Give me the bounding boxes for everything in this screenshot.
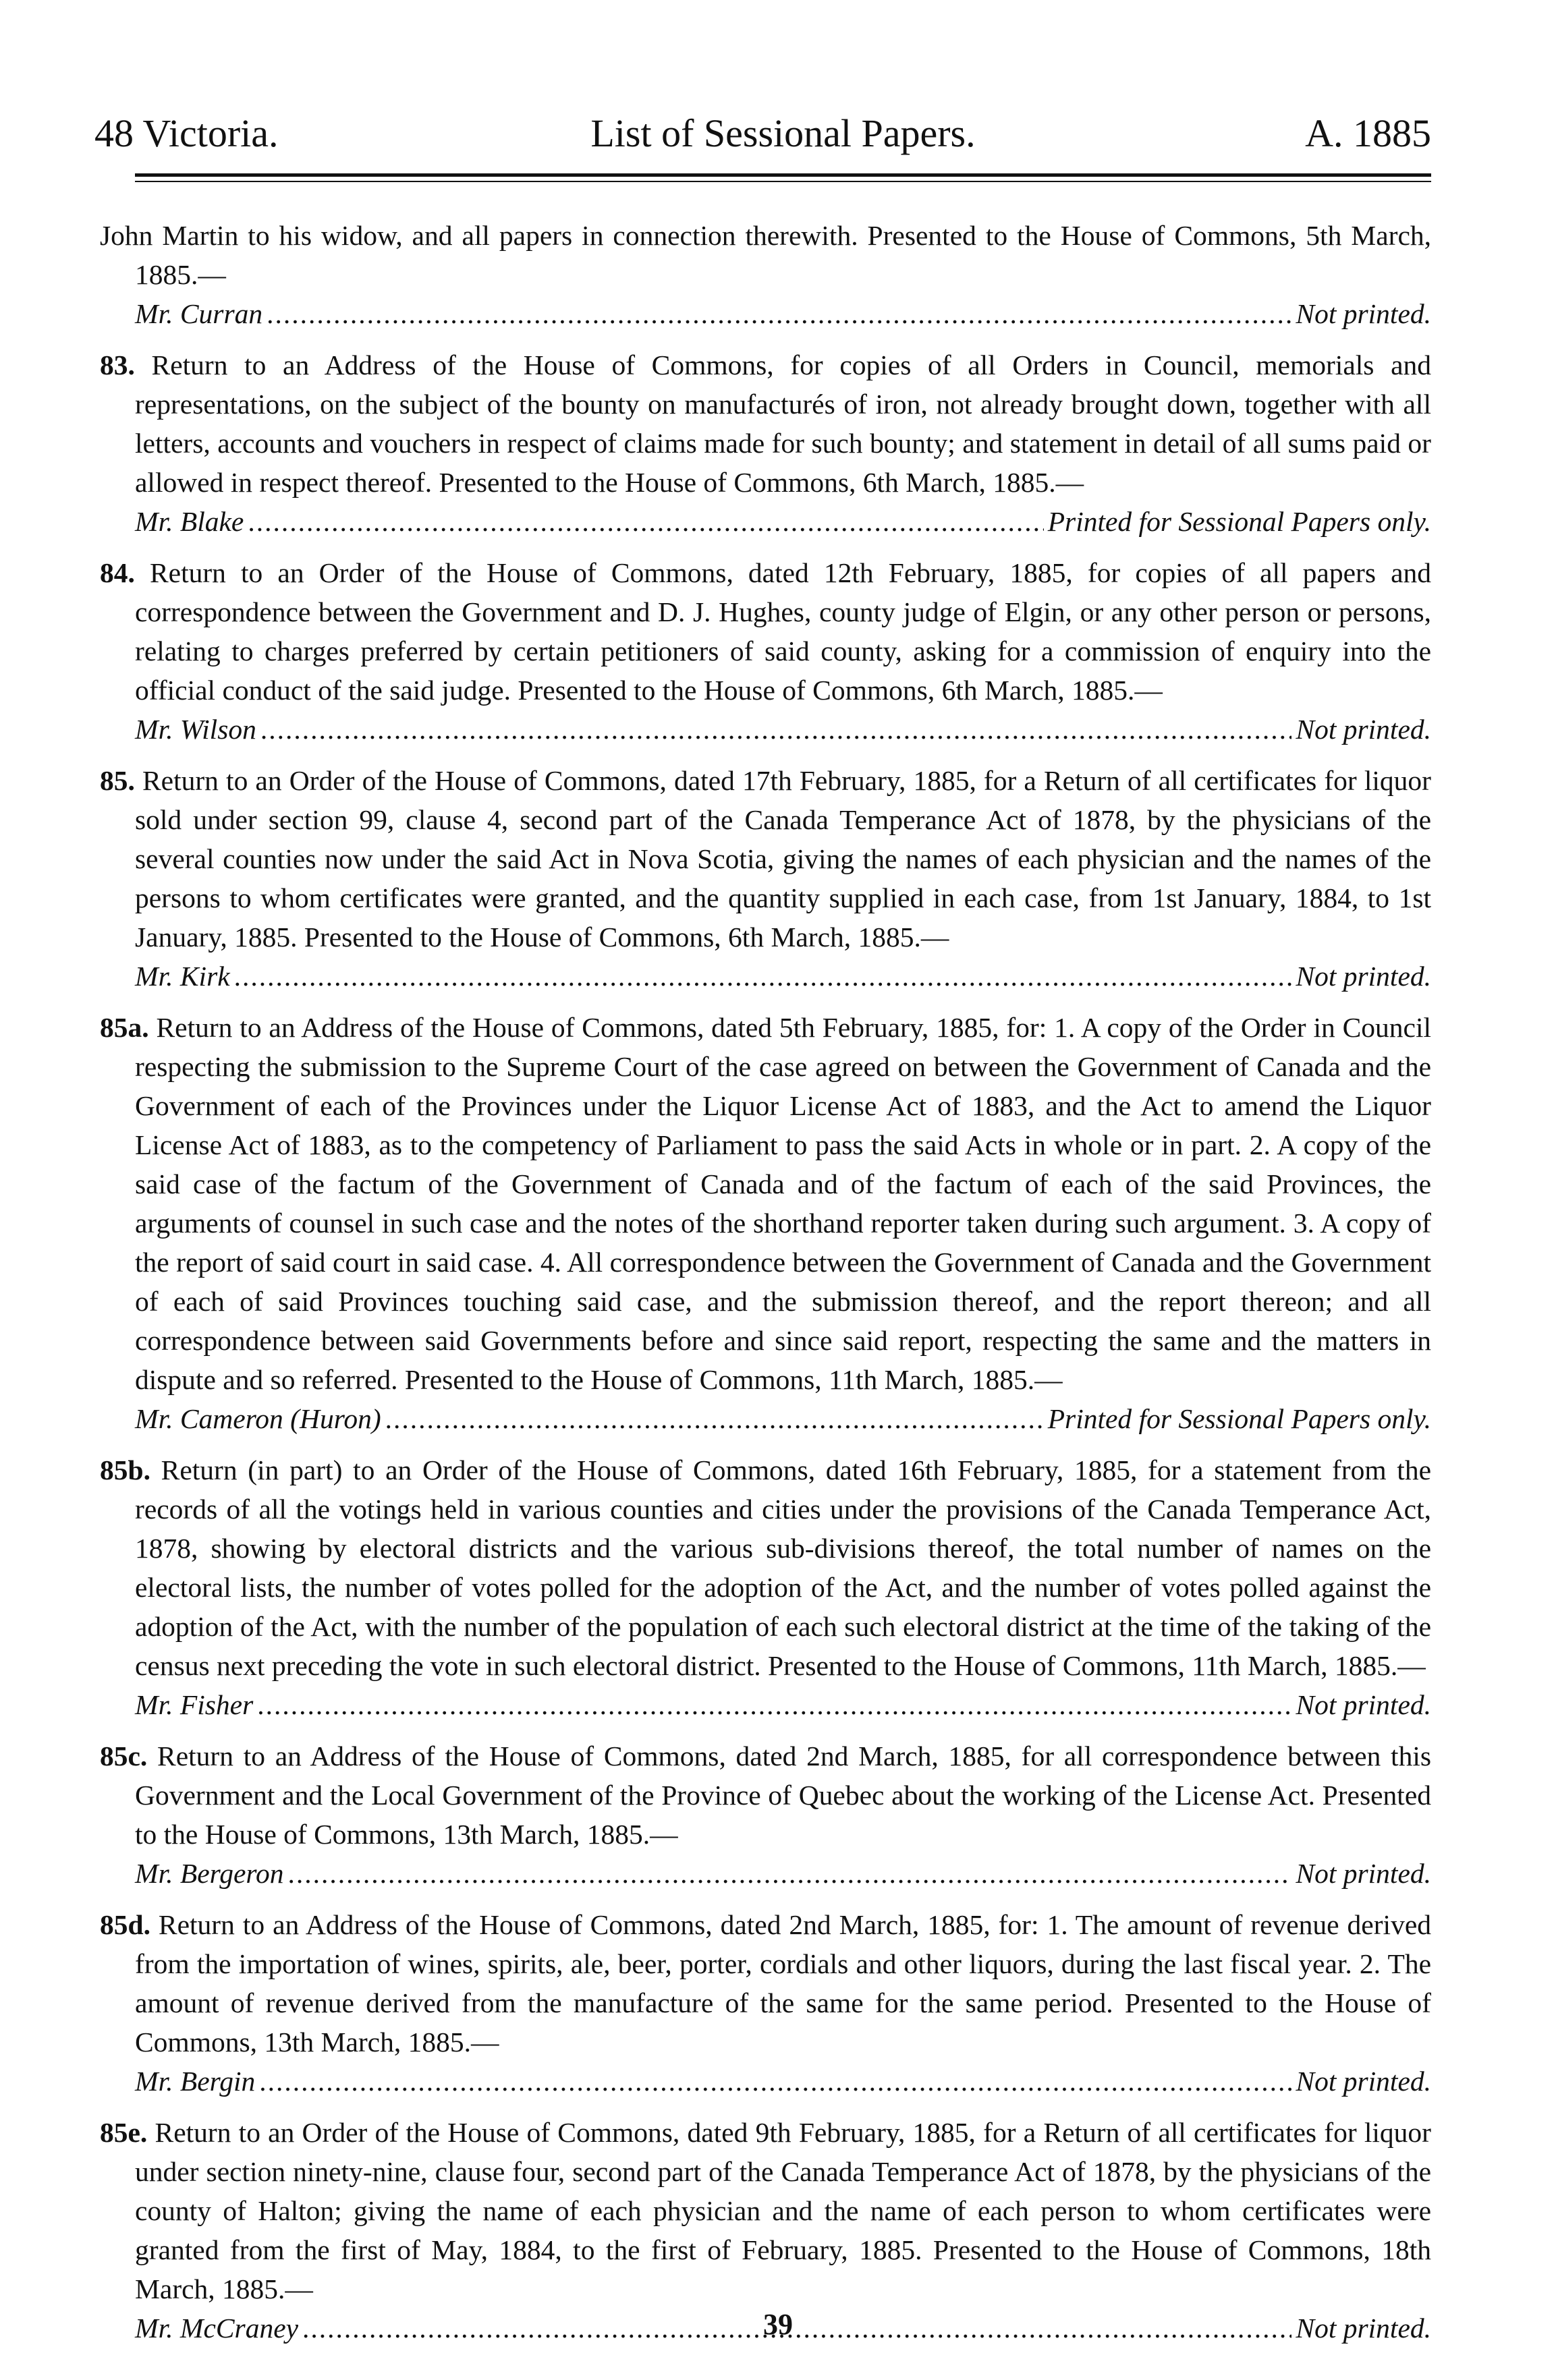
paper-entry: [100, 216, 1431, 333]
sessional-papers-list: [100, 216, 1432, 2348]
paper-number: 84.: [100, 557, 150, 588]
paper-description: Return to an Order of the House of Commons, dated 9th February, 1885, for a Return of all certificates for liquor under section ninety-nine, clause four, second part of the Canada Temperance Act of 1878, by the physicians of the county of Halton; giving the name of each physician and the name of each person to whom certificates were granted from the first of May, 1884, to the first of February, 1885. Presented to the House of Commons, 18th March, 1885.—: [135, 2117, 1431, 2304]
paper-description: Return to an Order of the House of Commons, dated 12th February, 1885, for copies of all papers and correspondence between the Government and D. J. Hughes, county judge of Elgin, or any other person or persons, relating to charges preferred by certain petitioners of said county, asking for a commission of enquiry into the official conduct of the said judge. Presented to the House of Commons, 6th March, 1885.—: [135, 557, 1432, 706]
paper-entry-body: [100, 761, 1431, 957]
print-status: Not printed.: [1296, 298, 1431, 329]
page-number: 39: [763, 2308, 793, 2341]
paper-number: 85d.: [100, 1909, 159, 1940]
print-status: Not printed.: [1296, 714, 1431, 745]
dot-leader: [257, 1685, 1291, 1724]
paper-entry-body: [100, 1736, 1432, 1854]
paper-entry: [100, 1008, 1432, 1438]
print-status: Not printed.: [1296, 961, 1431, 992]
mover-name: Mr. Wilson: [135, 714, 256, 745]
dot-leader: [260, 710, 1292, 749]
paper-number: 85a.: [100, 1012, 157, 1043]
presented-line: [135, 1854, 1431, 1893]
header-rule-thin: [135, 181, 1431, 182]
presented-line: [135, 2062, 1431, 2101]
print-status: Printed for Sessional Papers only.: [1047, 1403, 1431, 1434]
mover-name: Mr. Bergeron: [135, 1858, 284, 1889]
print-status: Not printed.: [1296, 1689, 1431, 1720]
print-status: Not printed.: [1296, 2313, 1431, 2344]
paper-entry-body: [100, 1905, 1431, 2062]
paper-number: 83.: [100, 349, 152, 380]
dot-leader: [234, 957, 1292, 996]
paper-entry: [100, 1450, 1431, 1724]
dot-leader: [288, 1854, 1292, 1893]
presented-line: [135, 1399, 1431, 1438]
paper-entry-body: [100, 2113, 1431, 2308]
print-status: Printed for Sessional Papers only.: [1047, 506, 1431, 537]
paper-entry-body: [100, 1008, 1432, 1399]
dot-leader: [259, 2062, 1291, 2101]
paper-description: Return to an Address of the House of Commons, dated 5th February, 1885, for: 1. A copy of the Order in Council respecting the submission to the Supreme Court of the case agreed on between the Government of Canada and the Government of each of the Provinces under the Liquor License Act of 1883, and the Act to amend the Liquor License Act of 1883, as to the competency of Parliament to pass the said Acts in whole or in part. 2. A copy of the said case of the factum of the Government of Canada and of the factum of each of the said Provinces, the arguments of counsel in such case and the notes of the shorthand reporter taken during such argument. 3. A copy of the report of said court in said case. 4. All correspondence between the Government of Canada and the Government of each of said Provinces touching said case, and the submission thereof, and the report thereon; and all correspondence between said Governments before and since said report, respecting the same and the matters in dispute and so referred. Presented to the House of Commons, 11th March, 1885.—: [135, 1012, 1432, 1395]
header-year: A. 1885: [1305, 111, 1431, 155]
dot-leader: [248, 502, 1043, 541]
presented-line: [135, 294, 1431, 333]
paper-description: John Martin to his widow, and all papers in connection therewith. Presented to the House of Commons, 5th March, 1885.—: [100, 220, 1431, 290]
header-title: List of Sessional Papers.: [590, 111, 976, 155]
paper-number: 85c.: [100, 1740, 158, 1772]
page-header: [94, 101, 1431, 165]
mover-name: Mr. Bergin: [135, 2066, 256, 2097]
paper-entry: [100, 1905, 1431, 2101]
presented-line: [135, 1685, 1431, 1724]
print-status: Not printed.: [1296, 1858, 1431, 1889]
paper-entry-body: [100, 553, 1432, 710]
mover-name: Mr. Kirk: [135, 961, 230, 992]
presented-line: [135, 710, 1431, 749]
paper-number: 85b.: [100, 1454, 161, 1485]
paper-description: Return to an Address of the House of Commons, dated 2nd March, 1885, for: 1. The amount of revenue derived from the importation of wines, spirits, ale, beer, porter, cordials and other liquors, during the last fiscal year. 2. The amount of revenue derived from the manufacture of the same for the same period. Presented to the House of Commons, 13th March, 1885.—: [135, 1909, 1431, 2058]
paper-description: Return to an Order of the House of Commons, dated 17th February, 1885, for a Return of all certificates for liquor sold under section 99, clause 4, second part of the Canada Temperance Act of 1878, by the physicians of the several counties now under the said Act in Nova Scotia, giving the names of each physician and the names of the persons to whom certificates were granted, and the quantity supplied in each case, from 1st January, 1884, to 1st January, 1885. Presented to the House of Commons, 6th March, 1885.—: [135, 765, 1431, 953]
paper-description: Return (in part) to an Order of the House of Commons, dated 16th February, 1885, for a statement from the records of all the votings held in various counties and cities under the provisions of the Canada Temperance Act, 1878, showing by electoral districts and the various sub-divisions thereof, the total number of names on the electoral lists, the number of votes polled for the adoption of the Act, and the number of votes polled against the adoption of the Act, with the number of the population of each such electoral district at the time of the taking of the census next preceding the vote in such electoral district. Presented to the House of Commons, 11th March, 1885.—: [135, 1454, 1431, 1681]
paper-entry-body: [100, 345, 1432, 502]
paper-entry: [100, 553, 1432, 749]
mover-name: Mr. Fisher: [135, 1689, 254, 1720]
dot-leader: [267, 294, 1291, 333]
print-status: Not printed.: [1296, 2066, 1431, 2097]
mover-name: Mr. Blake: [135, 506, 244, 537]
paper-entry-body: [100, 216, 1431, 294]
dot-leader: [385, 1399, 1044, 1438]
presented-line: [135, 502, 1431, 541]
presented-line: [135, 957, 1431, 996]
header-rule-thick: [135, 173, 1431, 177]
paper-entry: [100, 1736, 1432, 1893]
paper-number: 85.: [100, 765, 142, 796]
paper-number: 85e.: [100, 2117, 155, 2148]
mover-name: Mr. Curran: [135, 298, 263, 329]
paper-description: Return to an Address of the House of Commons, for copies of all Orders in Council, memorials and representations, on the subject of the bounty on manufacturés of iron, not already brought down, together with all letters, accounts and vouchers in respect of claims made for such bounty; and statement in detail of all sums paid or allowed in respect thereof. Presented to the House of Commons, 6th March, 1885.—: [135, 349, 1432, 498]
mover-name: Mr. Cameron (Huron): [135, 1403, 381, 1434]
paper-entry: [100, 761, 1431, 996]
paper-description: Return to an Address of the House of Commons, dated 2nd March, 1885, for all correspondence between this Government and the Local Government of the Province of Quebec about the working of the License Act. Presented to the House of Commons, 13th March, 1885.—: [135, 1740, 1432, 1850]
paper-entry: [100, 345, 1432, 541]
paper-entry-body: [100, 1450, 1431, 1685]
mover-name: Mr. McCraney: [135, 2313, 299, 2344]
header-session: 48 Victoria.: [94, 111, 279, 155]
